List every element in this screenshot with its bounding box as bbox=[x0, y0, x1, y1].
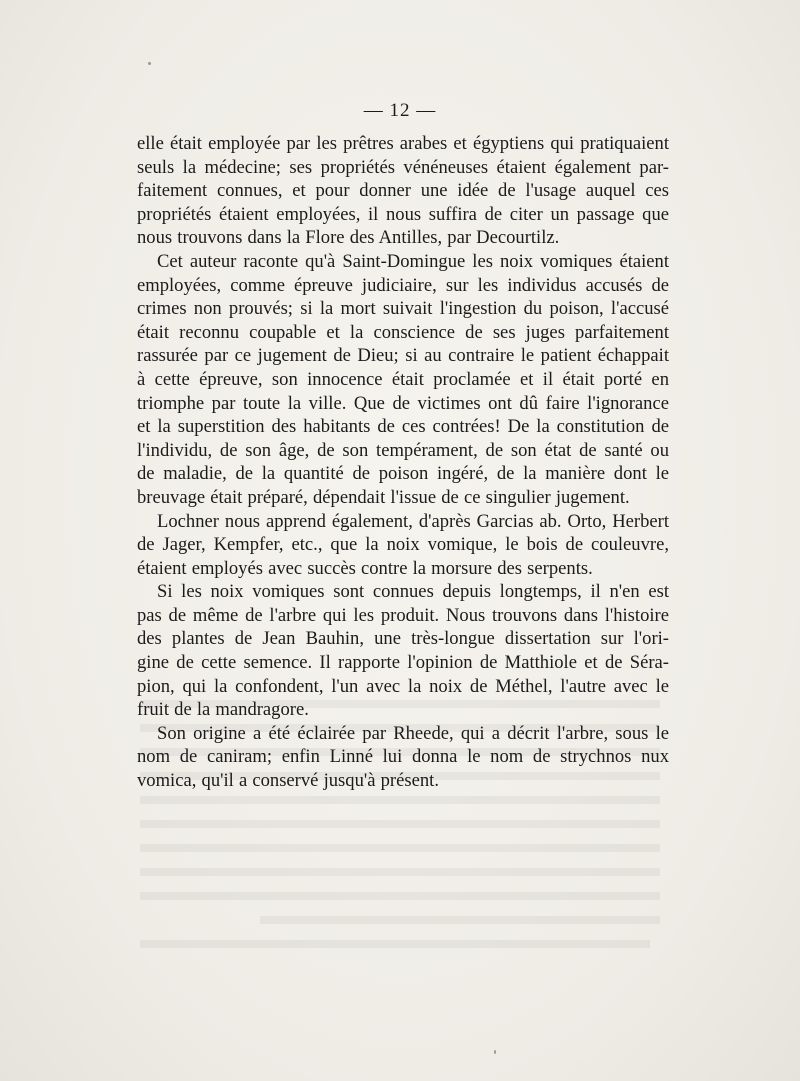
paragraph-3 bbox=[137, 510, 669, 581]
text-line: faitement connues, et pour donner une idée de l'usage auquel ces bbox=[137, 180, 669, 202]
bleed-line bbox=[140, 796, 660, 804]
text-line: breuvage était préparé, dépendait l'issue de ce singulier jugement. bbox=[137, 486, 630, 508]
text-line: étaient employés avec succès contre la morsure des serpents. bbox=[137, 557, 593, 579]
text-line: Si les noix vomiques sont connues depuis longtemps, il n'en est bbox=[157, 581, 669, 603]
text-line: seuls la médecine; ses propriétés vénéneuses étaient également par- bbox=[137, 156, 669, 178]
text-line: pas de même de l'arbre qui les produit. Nous trouvons dans l'histoire bbox=[137, 604, 669, 626]
text-line: triomphe par toute la ville. Que de victimes ont dû faire l'ignorance bbox=[137, 392, 669, 414]
bleed-line bbox=[260, 916, 660, 924]
paragraph-5 bbox=[137, 722, 669, 793]
text-line: à cette épreuve, son innocence était proclamée et il était porté en bbox=[137, 368, 669, 390]
paper-speck bbox=[148, 62, 151, 65]
text-line: des plantes de Jean Bauhin, une très-longue dissertation sur l'ori- bbox=[137, 628, 669, 650]
bleed-line bbox=[140, 844, 660, 852]
text-line: nom de caniram; enfin Linné lui donna le nom de strychnos nux bbox=[137, 746, 669, 768]
text-line: pion, qui la confondent, l'un avec la noix de Méthel, l'autre avec le bbox=[137, 675, 669, 697]
text-line: de maladie, de la quantité de poison ingéré, de la manière dont le bbox=[137, 463, 669, 485]
text-line: gine de cette semence. Il rapporte l'opinion de Matthiole et de Séra- bbox=[137, 652, 669, 674]
body-text bbox=[137, 132, 669, 793]
bleed-line bbox=[140, 940, 650, 948]
text-line: Son origine a été éclairée par Rheede, qui a décrit l'arbre, sous le bbox=[157, 722, 669, 744]
text-line: Cet auteur raconte qu'à Saint-Domingue les noix vomiques étaient bbox=[157, 250, 669, 272]
text-line: crimes non prouvés; si la mort suivait l'ingestion du poison, l'accusé bbox=[137, 298, 669, 320]
text-line: rassurée par ce jugement de Dieu; si au contraire le patient échappait bbox=[137, 345, 669, 367]
text-line: propriétés étaient employées, il nous suffira de citer un passage que bbox=[137, 203, 669, 225]
text-line: elle était employée par les prêtres arabes et égyptiens qui pratiquaient bbox=[137, 133, 669, 154]
paragraph-4 bbox=[137, 580, 669, 722]
text-line: fruit de la mandragore. bbox=[137, 699, 309, 721]
paragraph-2 bbox=[137, 250, 669, 510]
paper-speck bbox=[494, 1050, 496, 1054]
text-line: nous trouvons dans la Flore des Antilles, par Decourtilz. bbox=[137, 227, 560, 249]
text-line: et la superstition des habitants de ces contrées! De la constitution de bbox=[137, 416, 669, 438]
text-line: vomica, qu'il a conservé jusqu'à présent. bbox=[137, 770, 439, 792]
text-line: l'individu, de son âge, de son tempérament, de son état de santé ou bbox=[137, 439, 669, 461]
text-line: Lochner nous apprend également, d'après Garcias ab. Orto, Herbert bbox=[157, 510, 669, 532]
paragraph-1 bbox=[137, 132, 669, 250]
text-line: employées, comme épreuve judiciaire, sur les individus accusés de bbox=[137, 274, 669, 296]
bleed-line bbox=[140, 868, 660, 876]
page-number: — 12 — bbox=[363, 100, 437, 121]
bleed-line bbox=[140, 820, 660, 828]
text-line: de Jager, Kempfer, etc., que la noix vomique, le bois de couleuvre, bbox=[137, 534, 669, 556]
bleed-line bbox=[140, 892, 660, 900]
text-line: était reconnu coupable et la conscience de ses juges parfaitement bbox=[137, 321, 669, 343]
